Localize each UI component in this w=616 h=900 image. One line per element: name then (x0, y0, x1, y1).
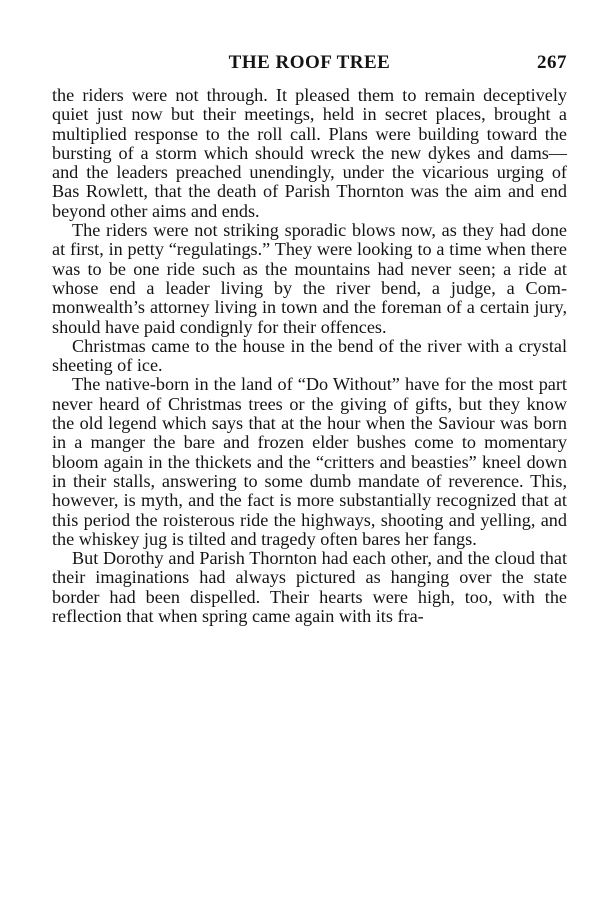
running-header (52, 52, 567, 76)
paragraph: The riders were not striking sporadic blows now, as they had done at first, in petty “regulatings.” They were looking to a time when there was to be one ride such as the mountains had never seen; a ride at whose end a leader living by the river bend, a judge, a Commonwealth’s attorney living in town and the foreman of a certain jury, should have paid condignly for their offences. (52, 220, 567, 337)
body-text (52, 86, 567, 626)
paragraph-continuation: the riders were not through. It pleased them to remain deceptively quiet just now but their meetings, held in secret places, brought a multiplied response to the roll call. Plans were building toward the bursting of a storm which should wreck the new dykes and dams—and the leaders preached unendingly, under the vicarious urging of Bas Rowlett, that the death of Parish Thornton was the aim and end beyond other aims and ends. (52, 85, 567, 221)
running-title: THE ROOF TREE (228, 52, 391, 73)
paragraph: The native-born in the land of “Do Without” have for the most part never heard of Christmas trees or the giving of gifts, but they know the old legend which says that at the hour when the Saviour was born in a manger the bare and frozen elder bushes come to momentary bloom again in the thickets and the “critters and beasties” kneel down in their stalls, answering to some dumb mandate of reverence. This, however, is myth, and the fact is more substantially recognized that at this period the roisterous ride the highways, shooting and yelling, and the whiskey jug is tilted and tragedy often bares her fangs. (52, 374, 567, 549)
book-page (52, 52, 567, 626)
paragraph: Christmas came to the house in the bend of the river with a crystal sheeting of ice. (52, 335, 567, 376)
page-number: 267 (537, 52, 567, 73)
paragraph: But Dorothy and Parish Thornton had each other, and the cloud that their imaginations had always pictured as hanging over the state border had been dispelled. Their hearts were high, too, with the reflection that when spring came again with its fra- (52, 548, 567, 627)
